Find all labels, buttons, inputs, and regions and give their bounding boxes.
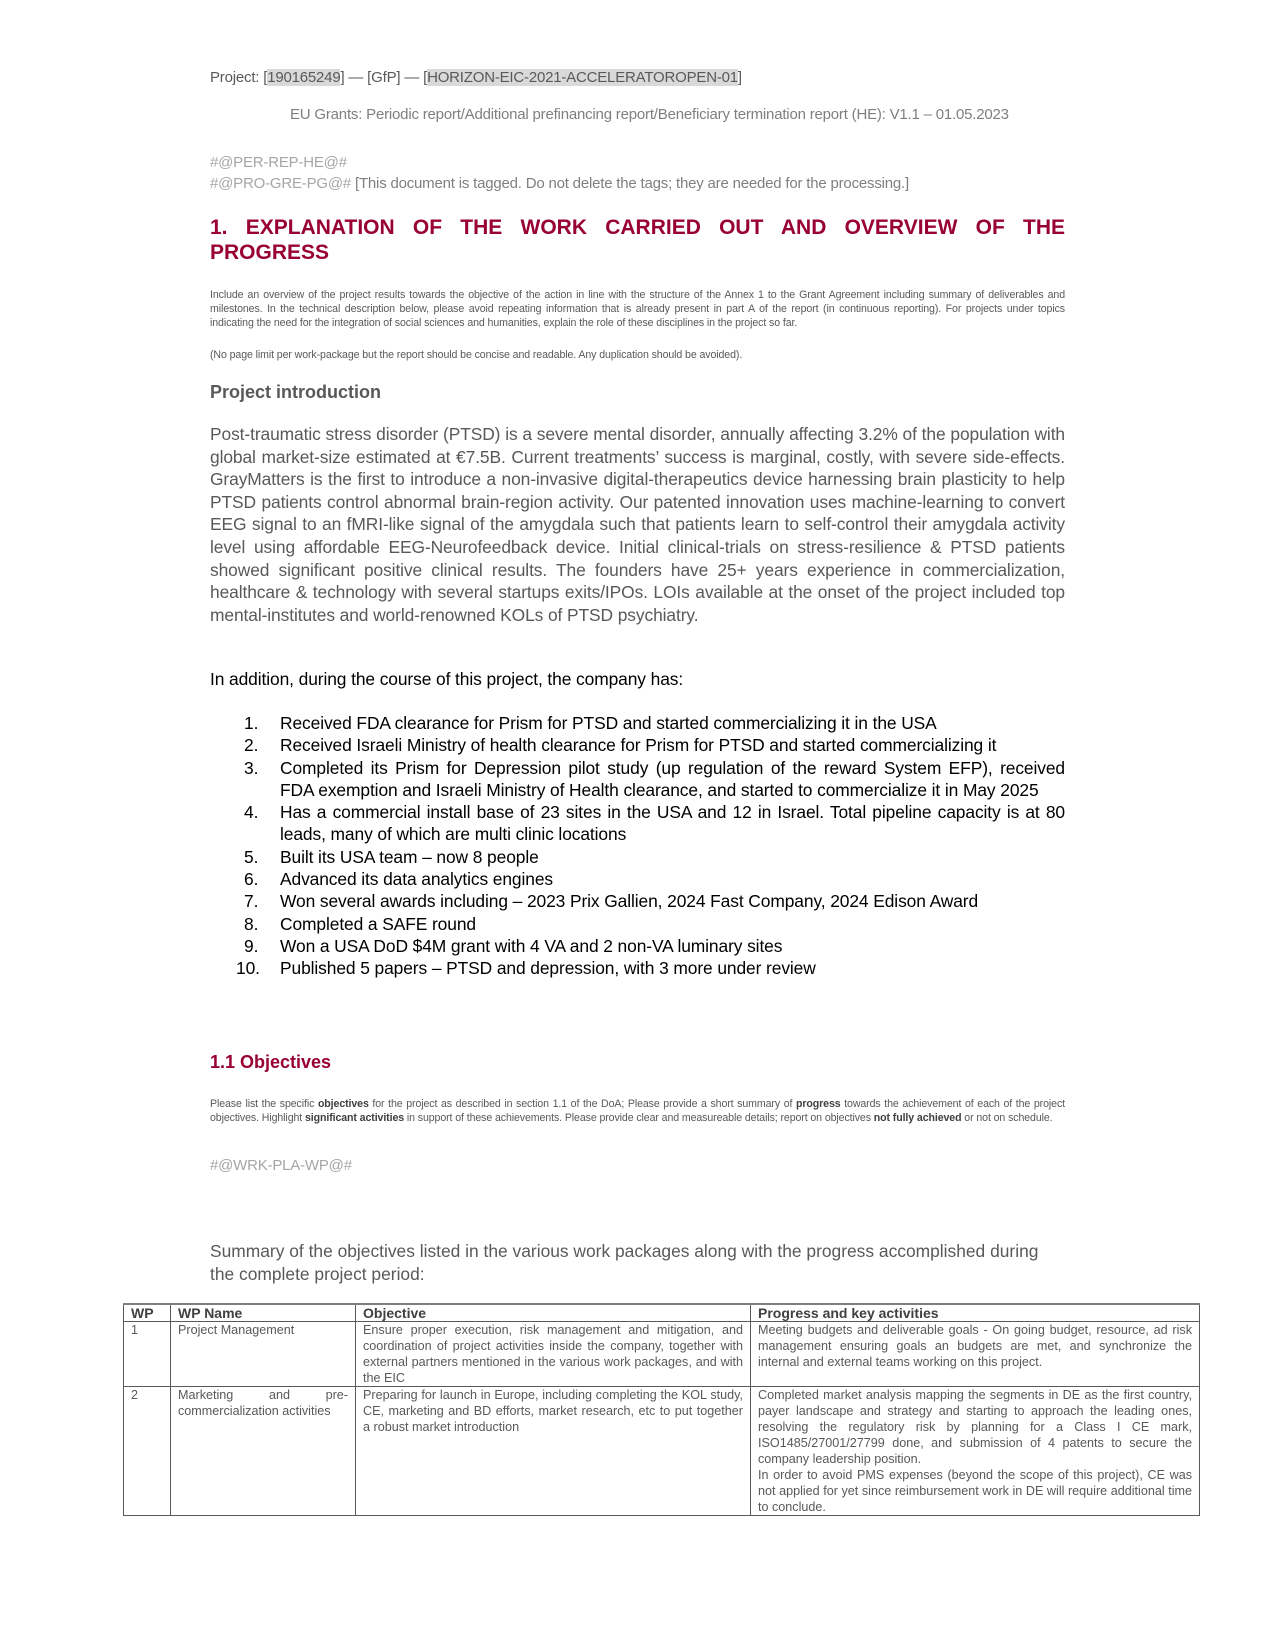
progress-paragraph: Completed market analysis mapping the segments in DE as the first country, payer landscape and strategy and starting to approach the leading ones, resolving the regulatory risk by planning for a Class I CE mark, ISO1485/27001/27799 done, and submission of 4 patents to secure the company leadership position.	[758, 1388, 1192, 1466]
table-header-row	[124, 1304, 1200, 1322]
objectives-heading: 1.1 Objectives	[210, 1052, 332, 1072]
table-row	[124, 1322, 1200, 1387]
separator: ] — [GfP] — [	[340, 69, 428, 86]
list-item	[210, 868, 1065, 890]
cell-wp: 1	[124, 1322, 171, 1387]
instr-text: in support of these achievements. Please provide clear and measureable details; report on objectives	[404, 1112, 874, 1124]
intro-heading: Project introduction	[210, 382, 381, 402]
instr-text: or not on schedule.	[961, 1112, 1053, 1124]
item-number: 8.	[244, 913, 259, 934]
instr-bold: not fully achieved	[873, 1112, 962, 1124]
list-item	[210, 935, 1065, 957]
project-label: Project: [	[210, 69, 268, 86]
list-item	[210, 957, 1065, 979]
item-number: 3.	[244, 757, 259, 778]
instr-text: for the project as described in section 1.1 of the DoA; Please provide a short summary of	[368, 1098, 796, 1110]
item-text: Won several awards including – 2023 Prix Gallien, 2024 Fast Company, 2024 Edison Award	[280, 891, 979, 912]
item-number: 6.	[244, 869, 259, 890]
cell-wp-name: Project Management	[171, 1322, 356, 1387]
item-text: Received FDA clearance for Prism for PTSD and started commercializing it in the USA	[280, 713, 937, 733]
header-objective: Objective	[356, 1304, 751, 1322]
list-item	[210, 712, 1065, 734]
cell-progress	[751, 1387, 1200, 1516]
cell-wp-name: Marketing and pre-commercialization activities	[171, 1387, 356, 1516]
item-number: 1.	[244, 713, 259, 733]
item-text: Received Israeli Ministry of health clearance for Prism for PTSD and started commercializing it	[280, 735, 997, 756]
item-number: 4.	[244, 802, 259, 823]
progress-paragraph: In order to avoid PMS expenses (beyond the scope of this project), CE was not applied for yet since reimbursement work in DE will require additional time to conclude.	[758, 1468, 1192, 1514]
section-title: 1. EXPLANATION OF THE WORK CARRIED OUT AND OVERVIEW OF THE PROGRESS	[210, 216, 1065, 264]
instr-bold: progress	[796, 1098, 841, 1110]
list-item	[210, 734, 1065, 756]
instr-bold: significant activities	[304, 1112, 405, 1124]
item-text: Published 5 papers – PTSD and depression, with 3 more under review	[280, 958, 816, 979]
list-item	[210, 913, 1065, 935]
item-number: 9.	[244, 935, 259, 956]
header-wp: WP	[124, 1304, 171, 1322]
intro-paragraph: Post-traumatic stress disorder (PTSD) is a severe mental disorder, annually affecting 3.2% of the population with global market-size estimated at €7.5B. Current treatments’ success is marginal, costly, with severe side-effects. GrayMatters is the first to introduce a non-invasive digital-therapeutics device harnessing brain plasticity to help PTSD patients control abnormal brain-region activity. Our patented innovation uses machine-learning to convert EEG signal to an fMRI-like signal of the amygdala such that patients learn to self-control their amygdala activity level using affordable EEG-Neurofeedback device. Initial clinical-trials on stress-resilience & PTSD patients showed significant positive clinical results. The founders have 25+ years experience in commercialization, healthcare & technology with several startups exits/IPOs. LOIs available at the onset of the project included top mental-institutes and world-renowned KOLs of PTSD psychiatry.	[210, 424, 1065, 625]
cell-progress: Meeting budgets and deliverable goals - On going budget, resource, ad risk management ensuring goals an budgets are met, and synchronize the internal and external teams working on this project.	[751, 1322, 1200, 1387]
list-item	[210, 890, 1065, 912]
project-header	[210, 69, 742, 86]
cell-objective: Preparing for launch in Europe, including completing the KOL study, CE, marketing and BD efforts, market research, etc to put together a robust market introduction	[356, 1387, 751, 1516]
section-instructions: Include an overview of the project results towards the objective of the action in line with the structure of the Annex 1 to the Grant Agreement including summary of deliverables and milestones. In the technical description below, please avoid repeating information that is already present in part A of the report (in continuous reporting). For projects under topics indicating the need for the integration of social sciences and humanities, explain the role of these disciplines in the project so far.	[210, 289, 1065, 329]
list-item	[210, 801, 1065, 846]
item-number: 2.	[244, 735, 259, 756]
instr-text: Please list the specific	[210, 1098, 318, 1110]
addition-lead: In addition, during the course of this project, the company has:	[210, 669, 684, 689]
tag-wrk-pla: #@WRK-PLA-WP@#	[210, 1157, 352, 1174]
document-tags	[210, 152, 909, 194]
item-text: Completed a SAFE round	[280, 913, 476, 934]
header-wp-name: WP Name	[171, 1304, 356, 1322]
objectives-instructions	[210, 1097, 1065, 1125]
item-number: 10.	[236, 958, 260, 979]
item-text: Has a commercial install base of 23 sites in the USA and 12 in Israel. Total pipeline capacity is at 80 leads, many of which are multi clinic locations	[280, 802, 1065, 845]
item-text: Built its USA team – now 8 people	[280, 846, 539, 867]
achievements-list	[210, 712, 1065, 980]
item-number: 5.	[244, 846, 259, 867]
page-limit-note: (No page limit per work-package but the report should be concise and readable. Any duplication should be avoided).	[210, 349, 743, 361]
item-text: Won a USA DoD $4M grant with 4 VA and 2 non-VA luminary sites	[280, 935, 783, 956]
work-packages-table	[123, 1303, 1200, 1516]
summary-lead: Summary of the objectives listed in the various work packages along with the progress accomplished during the complete project period:	[210, 1241, 1039, 1284]
item-text: Advanced its data analytics engines	[280, 869, 553, 890]
tag-per-rep: #@PER-REP-HE@#	[210, 154, 347, 171]
project-id: 190165249	[267, 69, 341, 86]
cell-objective: Ensure proper execution, risk management and mitigation, and coordination of project activities inside the company, together with external partners mentioned in the various work packages, and with the EIC	[356, 1322, 751, 1387]
cell-wp: 2	[124, 1387, 171, 1516]
instr-bold: objectives	[317, 1098, 369, 1110]
list-item	[210, 846, 1065, 868]
tag-note: [This document is tagged. Do not delete the tags; they are needed for the processing.]	[354, 175, 909, 192]
instr-text: towards the achievement of each of the project objectives. Highlight	[210, 1098, 1065, 1124]
grants-header: EU Grants: Periodic report/Additional prefinancing report/Beneficiary termination report (HE): V1.1 – 01.05.2023	[290, 106, 1009, 123]
item-number: 7.	[244, 891, 259, 912]
call-id: HORIZON-EIC-2021-ACCELERATOROPEN-01	[427, 69, 738, 86]
header-progress: Progress and key activities	[751, 1304, 1200, 1322]
table-row	[124, 1387, 1200, 1516]
bracket: ]	[737, 69, 742, 86]
tag-pro-gre-line	[210, 173, 909, 194]
list-item	[210, 757, 1065, 802]
item-text: Completed its Prism for Depression pilot study (up regulation of the reward System EFP), received FDA exemption and Israeli Ministry of Health clearance, and started to commercialize it in May 2025	[280, 757, 1065, 800]
tag-pro-gre: #@PRO-GRE-PG@#	[210, 175, 352, 192]
